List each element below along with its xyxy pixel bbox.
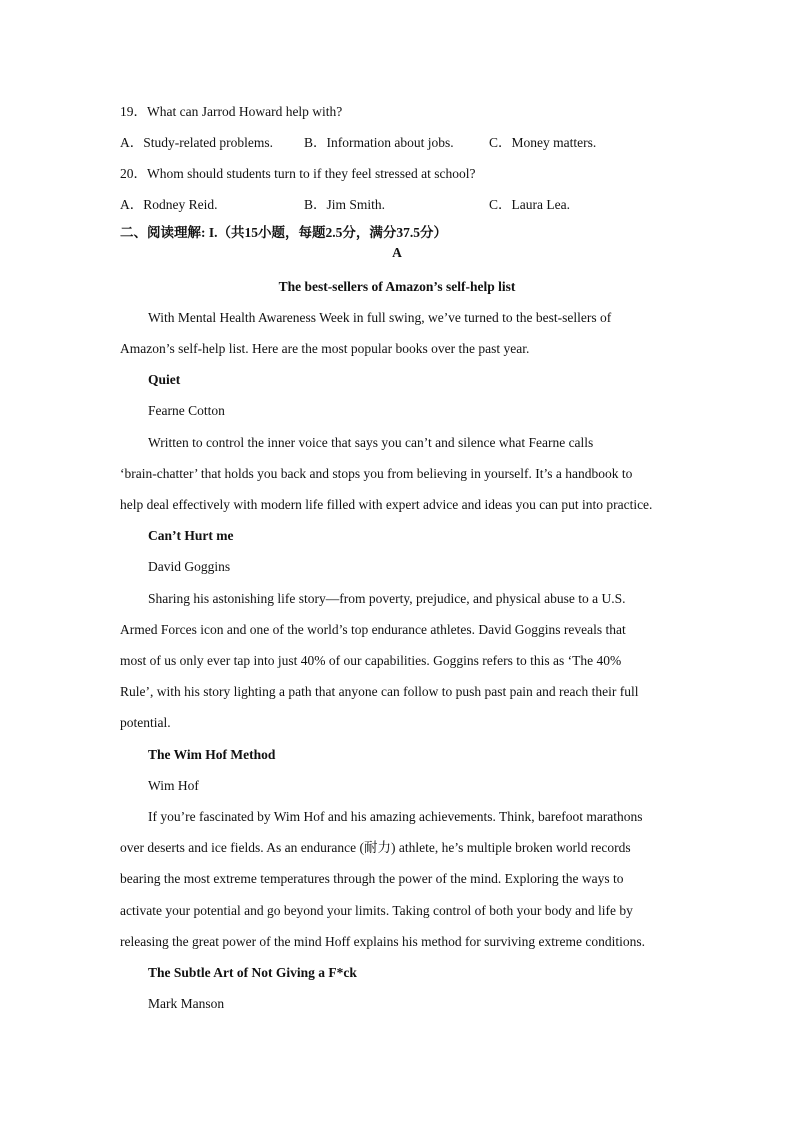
book-author: David Goggins [148,559,231,574]
question-20-stem: 20．Whom should students turn to if they feel stressed at school? [120,166,476,181]
book-description-line: If you’re fascinated by Wim Hof and his amazing achievements. Think, barefoot marathons [148,809,643,824]
book-description-line: releasing the great power of the mind Hoff explains his method for surviving extreme conditions. [120,934,645,949]
book-description-line: activate your potential and go beyond your limits. Taking control of both your body and life by [120,903,633,918]
book-description-line: help deal effectively with modern life filled with expert advice and ideas you can put into practice. [120,497,653,512]
book-description-line: over deserts and ice fields. As an endurance (耐力) athlete, he’s multiple broken world records [120,840,631,855]
book-title: Can’t Hurt me [148,528,234,543]
book-description-line: potential. [120,715,171,730]
question-19-option-c: C．Money matters. [489,135,597,150]
passage-label: A [392,245,402,260]
book-description-line: Sharing his astonishing life story—from poverty, prejudice, and physical abuse to a U.S. [148,591,626,606]
book-title: Quiet [148,372,181,387]
question-20-option-b: B．Jim Smith. [304,197,386,212]
book-description-line: most of us only ever tap into just 40% of our capabilities. Goggins refers to this as ‘The 40% [120,653,622,668]
intro-line: Amazon’s self-help list. Here are the most popular books over the past year. [120,341,530,356]
book-description-line: bearing the most extreme temperatures through the power of the mind. Exploring the ways to [120,871,624,886]
book-description-line: Written to control the inner voice that says you can’t and silence what Fearne calls [148,435,594,450]
question-20-option-c: C．Laura Lea. [489,197,570,212]
book-author: Mark Manson [148,996,225,1011]
book-title: The Subtle Art of Not Giving a F*ck [148,965,357,980]
question-19-option-a: A．Study-related problems. [120,135,273,150]
book-title: The Wim Hof Method [148,747,276,762]
book-author: Wim Hof [148,778,199,793]
book-author: Fearne Cotton [148,403,225,418]
book-description-line: ‘brain-chatter’ that holds you back and stops you from believing in yourself. It’s a handbook to [120,466,633,481]
question-19-stem: 19．What can Jarrod Howard help with? [120,104,343,119]
question-19-option-b: B．Information about jobs. [304,135,454,150]
book-description-line: Armed Forces icon and one of the world’s top endurance athletes. David Goggins reveals that [120,622,626,637]
section-heading: 二、阅读理解: I.（共15小题，每题2.5分，满分37.5分） [120,225,447,240]
question-20-option-a: A．Rodney Reid. [120,197,218,212]
book-description-line: Rule’, with his story lighting a path that anyone can follow to push past pain and reach their full [120,684,639,699]
passage-title: The best-sellers of Amazon’s self-help list [278,279,516,294]
intro-line: With Mental Health Awareness Week in full swing, we’ve turned to the best-sellers of [148,310,612,325]
